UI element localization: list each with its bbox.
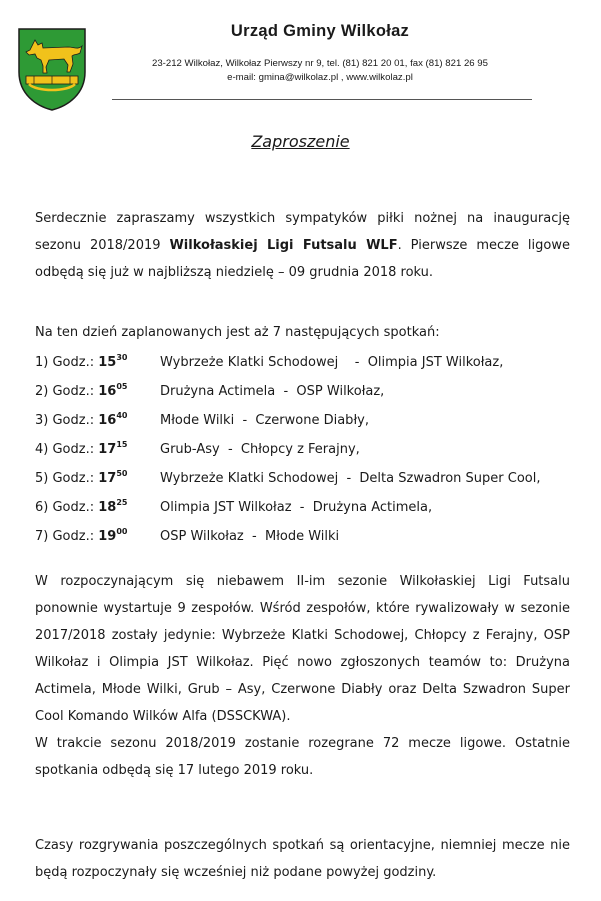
match-number: 3) Godz.: <box>35 413 99 428</box>
match-minute: 50 <box>116 469 128 478</box>
match-teams: Grub-Asy - Chłopcy z Ferajny, <box>160 442 360 457</box>
match-number: 4) Godz.: <box>35 442 99 457</box>
match-minute: 25 <box>116 498 128 507</box>
match-hour: 16 <box>98 384 117 399</box>
match-time <box>35 353 127 374</box>
match-time <box>35 498 127 519</box>
match-minute: 40 <box>116 411 128 420</box>
match-hour: 16 <box>98 413 117 428</box>
match-row <box>35 498 575 518</box>
match-teams: OSP Wilkołaz - Młode Wilki <box>160 529 340 544</box>
office-name: Urząd Gminy Wilkołaz <box>230 22 410 40</box>
match-teams: Wybrzeże Klatki Schodowej - Delta Szwadron Super Cool, <box>160 471 541 486</box>
match-number: 2) Godz.: <box>35 384 99 399</box>
league-name: Wilkołaskiej Ligi Futsalu WLF <box>169 238 398 253</box>
match-minute: 15 <box>116 440 128 449</box>
match-minute: 05 <box>116 382 128 391</box>
match-time <box>35 440 127 461</box>
match-row <box>35 382 575 402</box>
match-number: 6) Godz.: <box>35 500 99 515</box>
match-time <box>35 527 127 548</box>
season-info-paragraph <box>35 568 570 784</box>
match-minute: 00 <box>116 527 128 536</box>
match-teams: Drużyna Actimela - OSP Wilkołaz, <box>160 384 385 399</box>
match-time <box>35 411 127 432</box>
closing-note: Czasy rozgrywania poszczególnych spotkań są orientacyjne, niemniej mecze nie będą rozpoczynały się wcześniej niż podane powyżej godziny. <box>35 838 570 880</box>
contact-line: e-mail: gmina@wilkolaz.pl , www.wilkolaz.pl <box>227 72 413 83</box>
intro-text-start: Serdecznie zapraszamy wszystkich sympatyków piłki nożnej na inaugurację sezonu 2018/2019 <box>35 211 570 253</box>
season-games: W trakcie sezonu 2018/2019 zostanie rozegrane 72 mecze ligowe. Ostatnie spotkania odbędą się 17 lutego 2019 roku. <box>35 736 570 778</box>
address-line: 23-212 Wilkołaz, Wilkołaz Pierwszy nr 9, tel. (81) 821 20 01, fax (81) 821 26 95 <box>152 58 488 69</box>
match-row <box>35 469 575 489</box>
match-number: 1) Godz.: <box>35 355 99 370</box>
match-number: 7) Godz.: <box>35 529 99 544</box>
intro-text-end: . Pierwsze mecze ligowe odbędą się już w najbliższą niedzielę – 09 grudnia 2018 roku. <box>35 238 570 280</box>
match-hour: 19 <box>98 529 117 544</box>
header-divider <box>112 99 532 100</box>
match-row <box>35 527 575 547</box>
match-teams: Młode Wilki - Czerwone Diabły, <box>160 413 369 428</box>
match-teams: Olimpia JST Wilkołaz - Drużyna Actimela, <box>160 500 433 515</box>
schedule-intro: Na ten dzień zaplanowanych jest aż 7 następujących spotkań: <box>35 325 440 340</box>
match-hour: 18 <box>98 500 117 515</box>
match-minute: 30 <box>116 353 128 362</box>
intro-paragraph <box>35 205 570 286</box>
match-row <box>35 353 575 373</box>
match-hour: 17 <box>98 471 117 486</box>
season-info: W rozpoczynającym się niebawem II-im sezonie Wilkołaskiej Ligi Futsalu ponownie wystartuje 9 zespołów. Wśród zespołów, które rywalizowały w sezonie 2017/2018 zostały jedynie: Wybrzeże Klatki Schodowej, Chłopcy z Ferajny, OSP Wilkołaz i Olimpia JST Wilkołaz. Pięć nowo zgłoszonych teamów to: Drużyna Actimela, Młode Wilki, Grub – Asy, Czerwone Diabły oraz Delta Szwadron Super Cool Komando Wilków Alfa (DSSCKWA). <box>35 574 570 724</box>
match-teams: Wybrzeże Klatki Schodowej - Olimpia JST Wilkołaz, <box>160 355 504 370</box>
match-row <box>35 411 575 431</box>
match-time <box>35 469 127 490</box>
document-title: Zaproszenie <box>251 132 350 151</box>
match-hour: 17 <box>98 442 117 457</box>
match-number: 5) Godz.: <box>35 471 99 486</box>
match-row <box>35 440 575 460</box>
match-time <box>35 382 127 403</box>
coat-of-arms-logo <box>16 26 88 112</box>
match-hour: 15 <box>98 355 117 370</box>
